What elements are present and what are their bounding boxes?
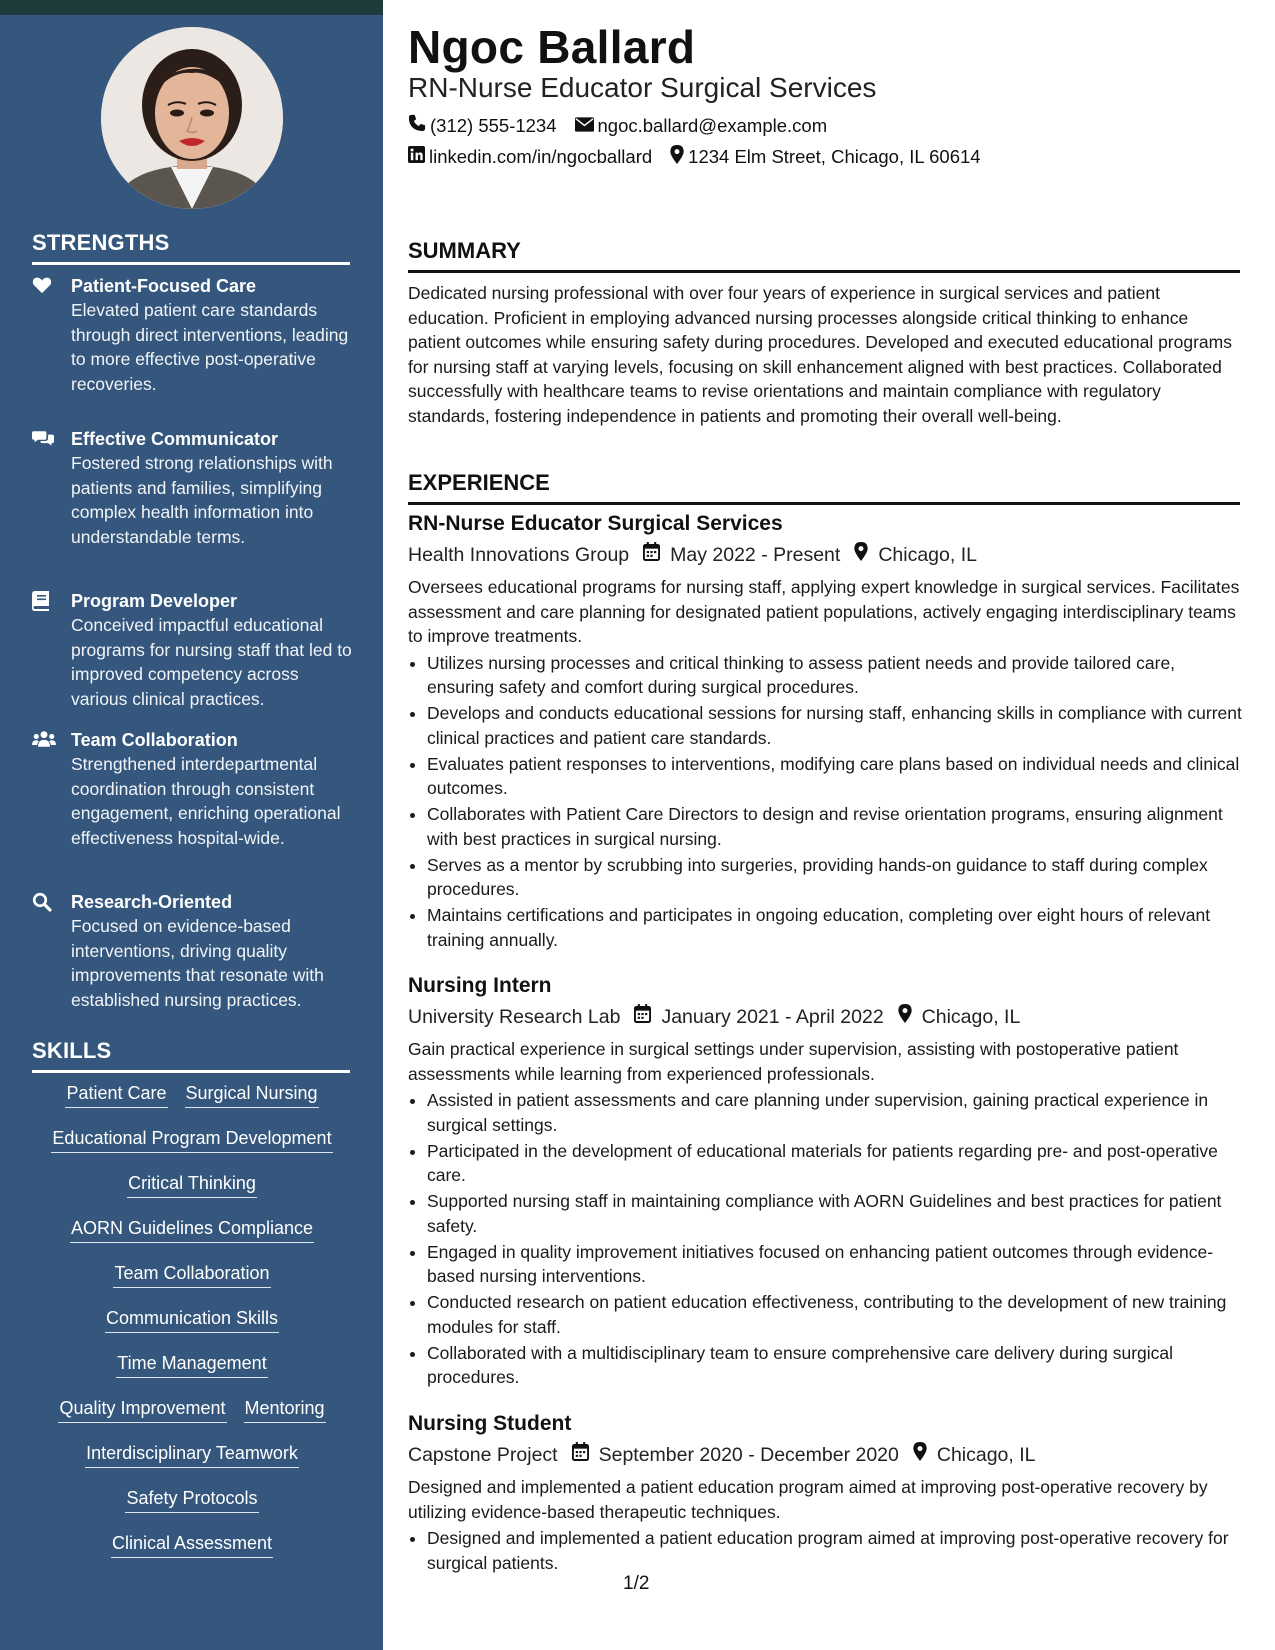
bullet-item: • Assisted in patient assessments and care planning under supervision, gaining practical experience in surgical settings. xyxy=(427,1088,1242,1137)
experience-entry xyxy=(408,1410,1242,1577)
skill-tag: Critical Thinking xyxy=(127,1170,257,1198)
bullet-item: • Designed and implemented a patient education program aimed at improving post-operative recovery for surgical patients. xyxy=(427,1526,1242,1575)
experience-entry xyxy=(408,510,1242,954)
strength-desc: Focused on evidence-based interventions, driving quality improvements that resonate with established nursing practices. xyxy=(71,916,324,1010)
strength-item xyxy=(32,274,352,396)
users-icon xyxy=(32,730,54,750)
job-dates xyxy=(634,1003,883,1031)
experience-heading: EXPERIENCE xyxy=(408,470,1240,505)
strength-title: Patient-Focused Care xyxy=(71,276,257,296)
strength-desc: Fostered strong relationships with patients and families, simplifying complex health information into understandable terms. xyxy=(71,453,333,547)
job-title: RN-Nurse Educator Surgical Services xyxy=(408,512,783,535)
job-description: Gain practical experience in surgical settings under supervision, assisting with postoperative patient assessments while learning from experienced professionals. xyxy=(408,1039,1179,1084)
strength-item xyxy=(32,890,352,1012)
bullet-item: • Conducted research on patient education effectiveness, contributing to the development of new training modules for staff. xyxy=(427,1290,1242,1339)
location-pin-icon xyxy=(670,145,688,169)
bullet-item: • Collaborated with a multidisciplinary team to ensure comprehensive care delivery during surgical procedures. xyxy=(427,1341,1242,1390)
skill-tag: AORN Guidelines Compliance xyxy=(70,1215,314,1243)
sidebar-top-bar xyxy=(0,0,383,15)
dates-text: May 2022 - Present xyxy=(670,544,841,566)
skill-tag: Patient Care xyxy=(65,1080,167,1108)
location-pin-icon xyxy=(898,1003,922,1031)
profile-photo xyxy=(101,27,283,209)
strength-title: Team Collaboration xyxy=(71,730,238,750)
bullet-item: • Develops and conducts educational sessions for nursing staff, enhancing skills in compliance with current clinical practices and patient care standards. xyxy=(427,701,1242,750)
phone-contact xyxy=(408,114,557,137)
candidate-headline: RN-Nurse Educator Surgical Services xyxy=(408,72,877,103)
dates-text: January 2021 - April 2022 xyxy=(661,1006,884,1028)
job-location xyxy=(913,1441,1036,1469)
linkedin-icon xyxy=(408,146,429,168)
location-pin-icon xyxy=(854,541,878,569)
job-bullets xyxy=(408,651,1242,953)
linkedin-text[interactable]: linkedin.com/in/ngocballard xyxy=(429,146,653,167)
skill-tag: Clinical Assessment xyxy=(111,1530,273,1558)
location-text: Chicago, IL xyxy=(878,544,977,566)
company-name: University Research Lab xyxy=(408,1006,621,1028)
skill-tag: Quality Improvement xyxy=(58,1395,226,1423)
job-bullets xyxy=(408,1526,1242,1575)
bullet-item: • Participated in the development of educational materials for patients regarding pre- and post-operative care. xyxy=(427,1139,1242,1188)
address-text: 1234 Elm Street, Chicago, IL 60614 xyxy=(688,146,981,167)
job-meta xyxy=(408,1003,1242,1031)
skill-tag: Mentoring xyxy=(244,1395,326,1423)
skill-tag: Communication Skills xyxy=(105,1305,279,1333)
bullet-item: • Utilizes nursing processes and critical thinking to assess patient needs and provide tailored care, ensuring safety and comfort during surgical procedures. xyxy=(427,651,1242,700)
strengths-heading: STRENGTHS xyxy=(32,230,350,265)
skill-tag: Safety Protocols xyxy=(125,1485,258,1513)
strength-title: Program Developer xyxy=(71,591,238,611)
book-icon xyxy=(32,591,54,611)
skill-tag: Interdisciplinary Teamwork xyxy=(85,1440,299,1468)
calendar-icon xyxy=(643,541,670,569)
strength-item xyxy=(32,728,352,850)
skills-list xyxy=(32,1080,352,1575)
strength-item xyxy=(32,427,352,549)
job-meta xyxy=(408,1441,1242,1469)
company-name: Health Innovations Group xyxy=(408,544,630,566)
summary-heading: SUMMARY xyxy=(408,238,1240,273)
location-pin-icon xyxy=(913,1441,937,1469)
job-bullets xyxy=(408,1088,1242,1390)
skill-tag: Surgical Nursing xyxy=(185,1080,319,1108)
search-icon xyxy=(32,892,54,912)
job-location xyxy=(854,541,977,569)
address-contact xyxy=(670,145,980,169)
heart-icon xyxy=(32,276,54,296)
bullet-item: • Maintains certifications and participates in ongoing education, completing over eight hours of relevant training annually. xyxy=(427,903,1242,952)
dates-text: September 2020 - December 2020 xyxy=(598,1444,899,1466)
skill-tag: Time Management xyxy=(116,1350,267,1378)
candidate-name: Ngoc Ballard xyxy=(408,21,696,73)
experience-entry xyxy=(408,972,1242,1391)
contact-line-2 xyxy=(408,145,999,169)
bullet-item: • Evaluates patient responses to interventions, modifying care plans based on individual needs and clinical outcomes. xyxy=(427,752,1242,801)
summary-text: Dedicated nursing professional with over four years of experience in surgical services and patient education. Proficient in employing advanced nursing processes alongside critical thinking to enhance patient outcomes while ensuring safety during procedures. Developed and executed educational programs for nursing staff at varying levels, focusing on skill enhancement aligned with best practices. Collaborated successfully with healthcare teams to revise orientations and maintain compliance with regulatory standards, fostering independence in patients and promoting their overall well-being. xyxy=(408,283,1232,426)
comments-icon xyxy=(32,429,54,449)
linkedin-contact[interactable] xyxy=(408,146,652,168)
phone-icon xyxy=(408,114,430,137)
email-contact[interactable] xyxy=(575,115,828,137)
bullet-item: • Engaged in quality improvement initiatives focused on enhancing patient outcomes through evidence-based nursing interventions. xyxy=(427,1240,1242,1289)
bullet-item: • Serves as a mentor by scrubbing into surgeries, providing hands-on guidance to staff during complex procedures. xyxy=(427,853,1242,902)
job-description: Oversees educational programs for nursing staff, applying expert knowledge in surgical services. Facilitates assessment and care planning for designated patient populations, actively engaging interdisciplinary teams to improve treatments. xyxy=(408,577,1240,647)
phone-text: (312) 555-1234 xyxy=(430,114,557,136)
company-name: Capstone Project xyxy=(408,1444,558,1466)
calendar-icon xyxy=(634,1003,661,1031)
location-text: Chicago, IL xyxy=(921,1006,1021,1028)
strength-item xyxy=(32,589,352,711)
bullet-item: • Supported nursing staff in maintaining compliance with AORN Guidelines and best practices for patient safety. xyxy=(427,1189,1242,1238)
envelope-icon xyxy=(575,115,598,137)
skill-tag: Educational Program Development xyxy=(51,1125,332,1153)
strength-desc: Elevated patient care standards through direct interventions, leading to more effective post-operative recoveries. xyxy=(71,300,349,394)
strength-desc: Conceived impactful educational programs for nursing staff that led to improved competency across various clinical practices. xyxy=(71,615,352,709)
email-text[interactable]: ngoc.ballard@example.com xyxy=(597,114,828,136)
job-meta xyxy=(408,541,1242,569)
job-location xyxy=(898,1003,1021,1031)
skill-tag: Team Collaboration xyxy=(113,1260,270,1288)
location-text: Chicago, IL xyxy=(936,1444,1036,1466)
calendar-icon xyxy=(572,1441,599,1469)
job-description: Designed and implemented a patient education program aimed at improving post-operative recovery by utilizing evidence-based therapeutic techniques. xyxy=(408,1477,1208,1522)
job-title: Nursing Student xyxy=(408,1412,572,1435)
job-dates xyxy=(572,1441,899,1469)
strength-title: Research-Oriented xyxy=(71,892,233,912)
strength-desc: Strengthened interdepartmental coordination through consistent engagement, enriching operational effectiveness hospital-wide. xyxy=(71,754,341,848)
strength-title: Effective Communicator xyxy=(71,429,279,449)
contact-line-1 xyxy=(408,114,845,137)
sidebar xyxy=(0,0,383,1650)
bullet-item: • Collaborates with Patient Care Directors to design and revise orientation programs, ensuring alignment with best practices in surgical nursing. xyxy=(427,802,1242,851)
page-number: 1/2 xyxy=(623,1573,650,1594)
job-dates xyxy=(643,541,840,569)
skills-heading: SKILLS xyxy=(32,1038,350,1073)
job-title: Nursing Intern xyxy=(408,974,552,997)
